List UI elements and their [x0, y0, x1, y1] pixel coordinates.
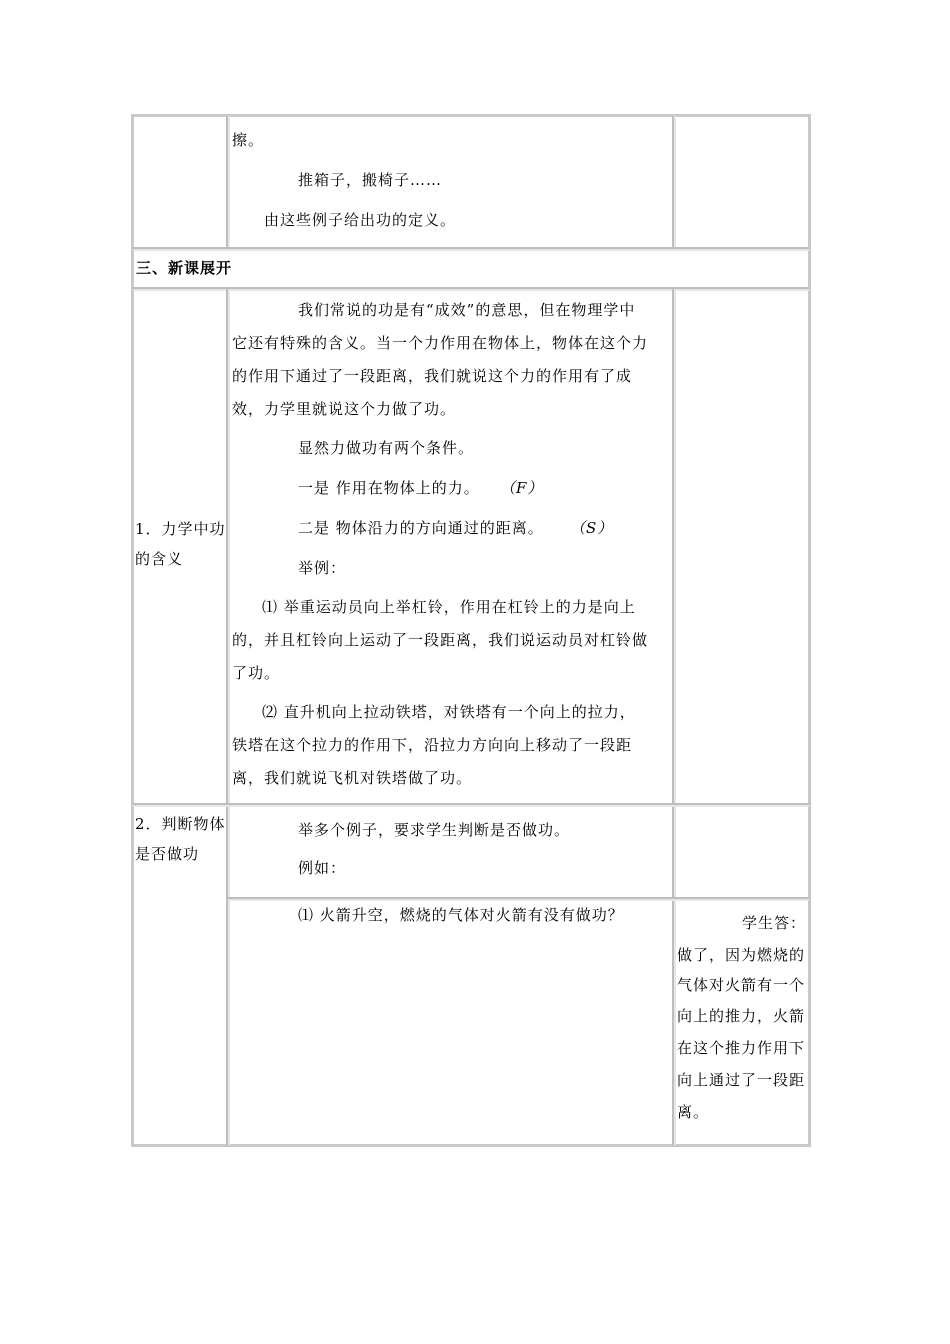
answer-line-6: 离。	[677, 1103, 710, 1121]
answer-line-4: 在这个推力作用下	[677, 1039, 806, 1057]
intro-line-3: 的作用下通过了一段距离，我们就说这个力的作用有了成	[232, 367, 633, 385]
answer-title: 学生答：	[742, 914, 807, 932]
row2-label-line-2: 是否做功	[135, 845, 200, 863]
row-divider-1	[133, 247, 809, 249]
example-2-line-1: ⑵ 直升机向上拉动铁塔，对铁塔有一个向上的拉力，	[262, 703, 636, 721]
example-1-line-3: 了功。	[232, 664, 281, 682]
row1-label-line-1: 1．力学中功	[135, 520, 226, 538]
condition-2-symbol: （S）	[570, 519, 614, 537]
column-divider-2	[672, 116, 674, 248]
row2-line-1: 举多个例子，要求学生判断是否做功。	[298, 821, 571, 839]
top-row-line-3: 由这些例子给出功的定义。	[264, 211, 457, 229]
row-divider-4	[228, 897, 809, 899]
example-1-line-1: ⑴ 举重运动员向上举杠铃，作用在杠铃上的力是向上	[262, 598, 636, 616]
section-heading: 三、新课展开	[136, 259, 233, 277]
column-divider-1	[226, 116, 228, 248]
condition-1: 一是 作用在物体上的力。	[298, 479, 480, 497]
top-row-line-1: 擦。	[232, 131, 265, 149]
intro-line-1: 我们常说的功是有“成效”的意思，但在物理学中	[298, 301, 636, 319]
example-2-line-2: 铁塔在这个拉力的作用下，沿拉力方向向上移动了一段距	[232, 736, 633, 754]
intro-line-2: 它还有特殊的含义。当一个力作用在物体上，物体在这个力	[232, 334, 649, 352]
conditions-title: 显然力做功有两个条件。	[298, 439, 475, 457]
row2-line-2: 例如：	[298, 859, 347, 877]
condition-2: 二是 物体沿力的方向通过的距离。	[298, 519, 544, 537]
example-2-line-3: 离，我们就说飞机对铁塔做了功。	[232, 769, 473, 787]
column-divider-4	[672, 289, 674, 1145]
row1-label-line-2: 的含义	[135, 550, 184, 568]
row-divider-2	[133, 287, 809, 289]
row2-label-line-1: 2．判断物体	[135, 815, 226, 833]
answer-line-2: 气体对火箭有一个	[677, 976, 806, 994]
answer-line-3: 向上的推力，火箭	[677, 1007, 806, 1025]
examples-label: 举例：	[298, 559, 347, 577]
answer-line-5: 向上通过了一段距	[677, 1071, 806, 1089]
question-1: ⑴ 火箭升空，燃烧的气体对火箭有没有做功？	[298, 906, 624, 924]
column-divider-3	[226, 289, 228, 1145]
condition-1-symbol: （F）	[500, 479, 544, 497]
top-row-line-2: 推箱子，搬椅子……	[298, 171, 443, 189]
answer-line-1: 做了，因为燃烧的	[677, 946, 806, 964]
example-1-line-2: 的，并且杠铃向上运动了一段距离，我们说运动员对杠铃做	[232, 631, 649, 649]
row-divider-3	[133, 803, 809, 805]
intro-line-4: 效，力学里就说这个力做了功。	[232, 400, 457, 418]
